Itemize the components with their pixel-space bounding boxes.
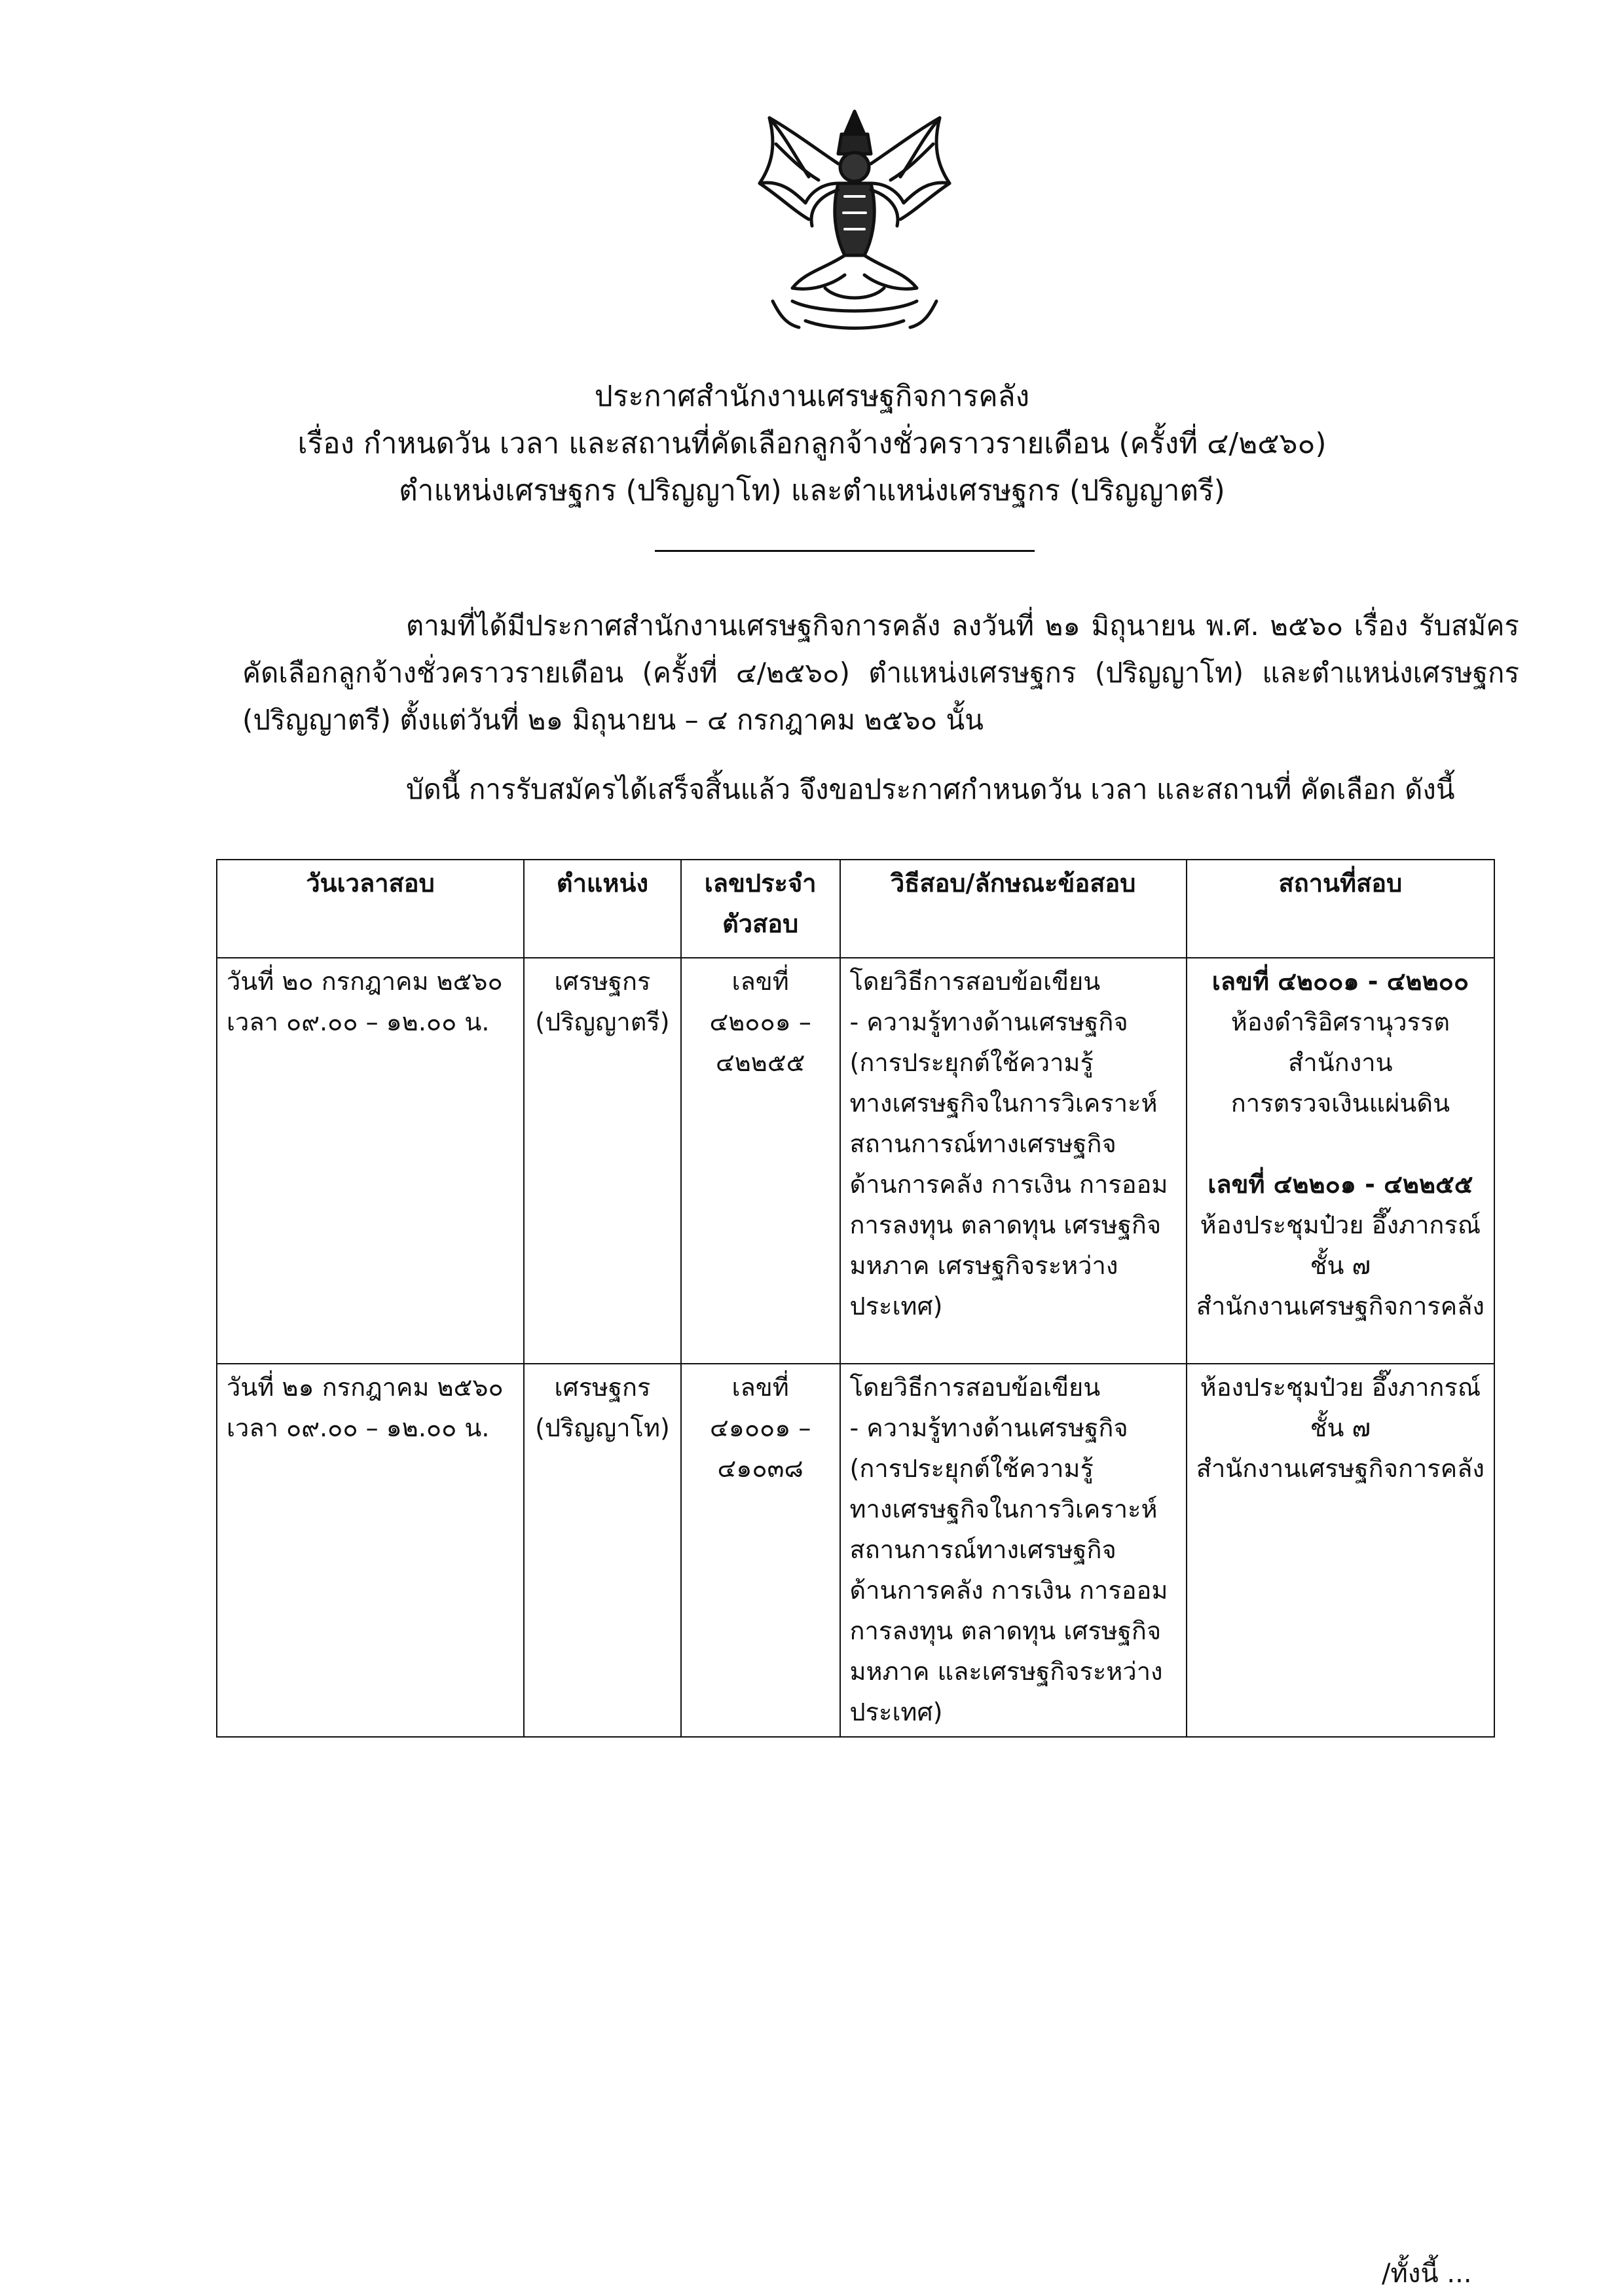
table-row [217,1364,1494,1737]
cell-method: โดยวิธีการสอบข้อเขียน - ความรู้ทางด้านเศรษฐกิจ (การประยุกต์ใช้ความรู้ ทางเศรษฐกิจในการวิเคราะห์ สถานการณ์ทางเศรษฐกิจ ด้านการคลัง การเงิน การออม การลงทุน ตลาดทุน เศรษฐกิจ มหภาค เศรษฐกิจระหว่าง ประเทศ) [840,958,1187,1364]
location-range-b: เลขที่ ๔๒๒๐๑ - ๔๒๒๕๕ [1208,1170,1473,1199]
title-line-3: ตำแหน่งเศรษฐกร (ปริญญาโท) และตำแหน่งเศรษฐกร (ปริญญาตรี) [399,474,1225,507]
continued-marker: /ทั้งนี้ ... [1382,2259,1472,2289]
cell-date: วันที่ ๒๐ กรกฎาคม ๒๕๖๐ เวลา ๐๙.๐๐ – ๑๒.๐๐ น. [217,958,524,1364]
header-method: วิธีสอบ/ลักษณะข้อสอบ [840,860,1187,958]
garuda-emblem-icon [747,105,963,340]
cell-date: วันที่ ๒๑ กรกฎาคม ๒๕๖๐ เวลา ๐๙.๐๐ – ๑๒.๐๐ น. [217,1364,524,1737]
header-position: ตำแหน่ง [524,860,681,958]
table-header-row [217,860,1494,958]
body-paragraph-1: ตามที่ได้มีประกาศสำนักงานเศรษฐกิจการคลัง ลงวันที่ ๒๑ มิถุนายน พ.ศ. ๒๕๖๐ เรื่อง รับสมัคร คัดเลือกลูกจ้างชั่วคราวรายเดือน (ครั้งที่ ๔/๒๕๖๐) ตำแหน่งเศรษฐกร (ปริญญาโท) และตำแหน่งเศรษฐกร (ปริญญาตรี) ตั้งแต่วันที่ ๒๑ มิถุนายน – ๔ กรกฎาคม ๒๕๖๐ นั้น [242,610,1519,736]
title-line-1: ประกาศสำนักงานเศรษฐกิจการคลัง [594,380,1030,413]
cell-exam-number: เลขที่ ๔๑๐๐๑ – ๔๑๐๓๘ [681,1364,840,1737]
cell-position: เศรษฐกร (ปริญญาโท) [524,1364,681,1737]
title-line-2: เรื่อง กำหนดวัน เวลา และสถานที่คัดเลือกลูกจ้างชั่วคราวรายเดือน (ครั้งที่ ๔/๒๕๖๐) [297,427,1327,460]
exam-schedule-table [216,859,1495,1738]
title-divider [655,550,1035,552]
body-paragraph-2: บัดนี้ การรับสมัครได้เสร็จสิ้นแล้ว จึงขอประกาศกำหนดวัน เวลา และสถานที่ คัดเลือก ดังนี้ [406,773,1455,805]
header-exam-number: เลขประจำ ตัวสอบ [681,860,840,958]
cell-method: โดยวิธีการสอบข้อเขียน - ความรู้ทางด้านเศรษฐกิจ (การประยุกต์ใช้ความรู้ ทางเศรษฐกิจในการวิเคราะห์ สถานการณ์ทางเศรษฐกิจ ด้านการคลัง การเงิน การออม การลงทุน ตลาดทุน เศรษฐกิจ มหภาค และเศรษฐกิจระหว่าง ประเทศ) [840,1364,1187,1737]
header-date: วันเวลาสอบ [217,860,524,958]
location-range-a: เลขที่ ๔๒๐๐๑ - ๔๒๒๐๐ [1211,967,1469,996]
table-row [217,958,1494,1364]
header-location: สถานที่สอบ [1187,860,1494,958]
cell-exam-number: เลขที่ ๔๒๐๐๑ – ๔๒๒๕๕ [681,958,840,1364]
announcement-title [196,373,1428,515]
cell-location: เลขที่ ๔๒๐๐๑ - ๔๒๒๐๐ ห้องดำริอิศรานุวรรต สำนักงาน การตรวจเงินแผ่นดิน เลขที่ ๔๒๒๐๑ - ๔๒๒๕๕ ห้องประชุมป๋วย อึ๊งภากรณ์ ชั้น ๗ สำนักงานเศรษฐกิจการคลัง [1187,958,1494,1364]
cell-position: เศรษฐกร (ปริญญาตรี) [524,958,681,1364]
cell-location: ห้องประชุมป๋วย อึ๊งภากรณ์ ชั้น ๗ สำนักงานเศรษฐกิจการคลัง [1187,1364,1494,1737]
